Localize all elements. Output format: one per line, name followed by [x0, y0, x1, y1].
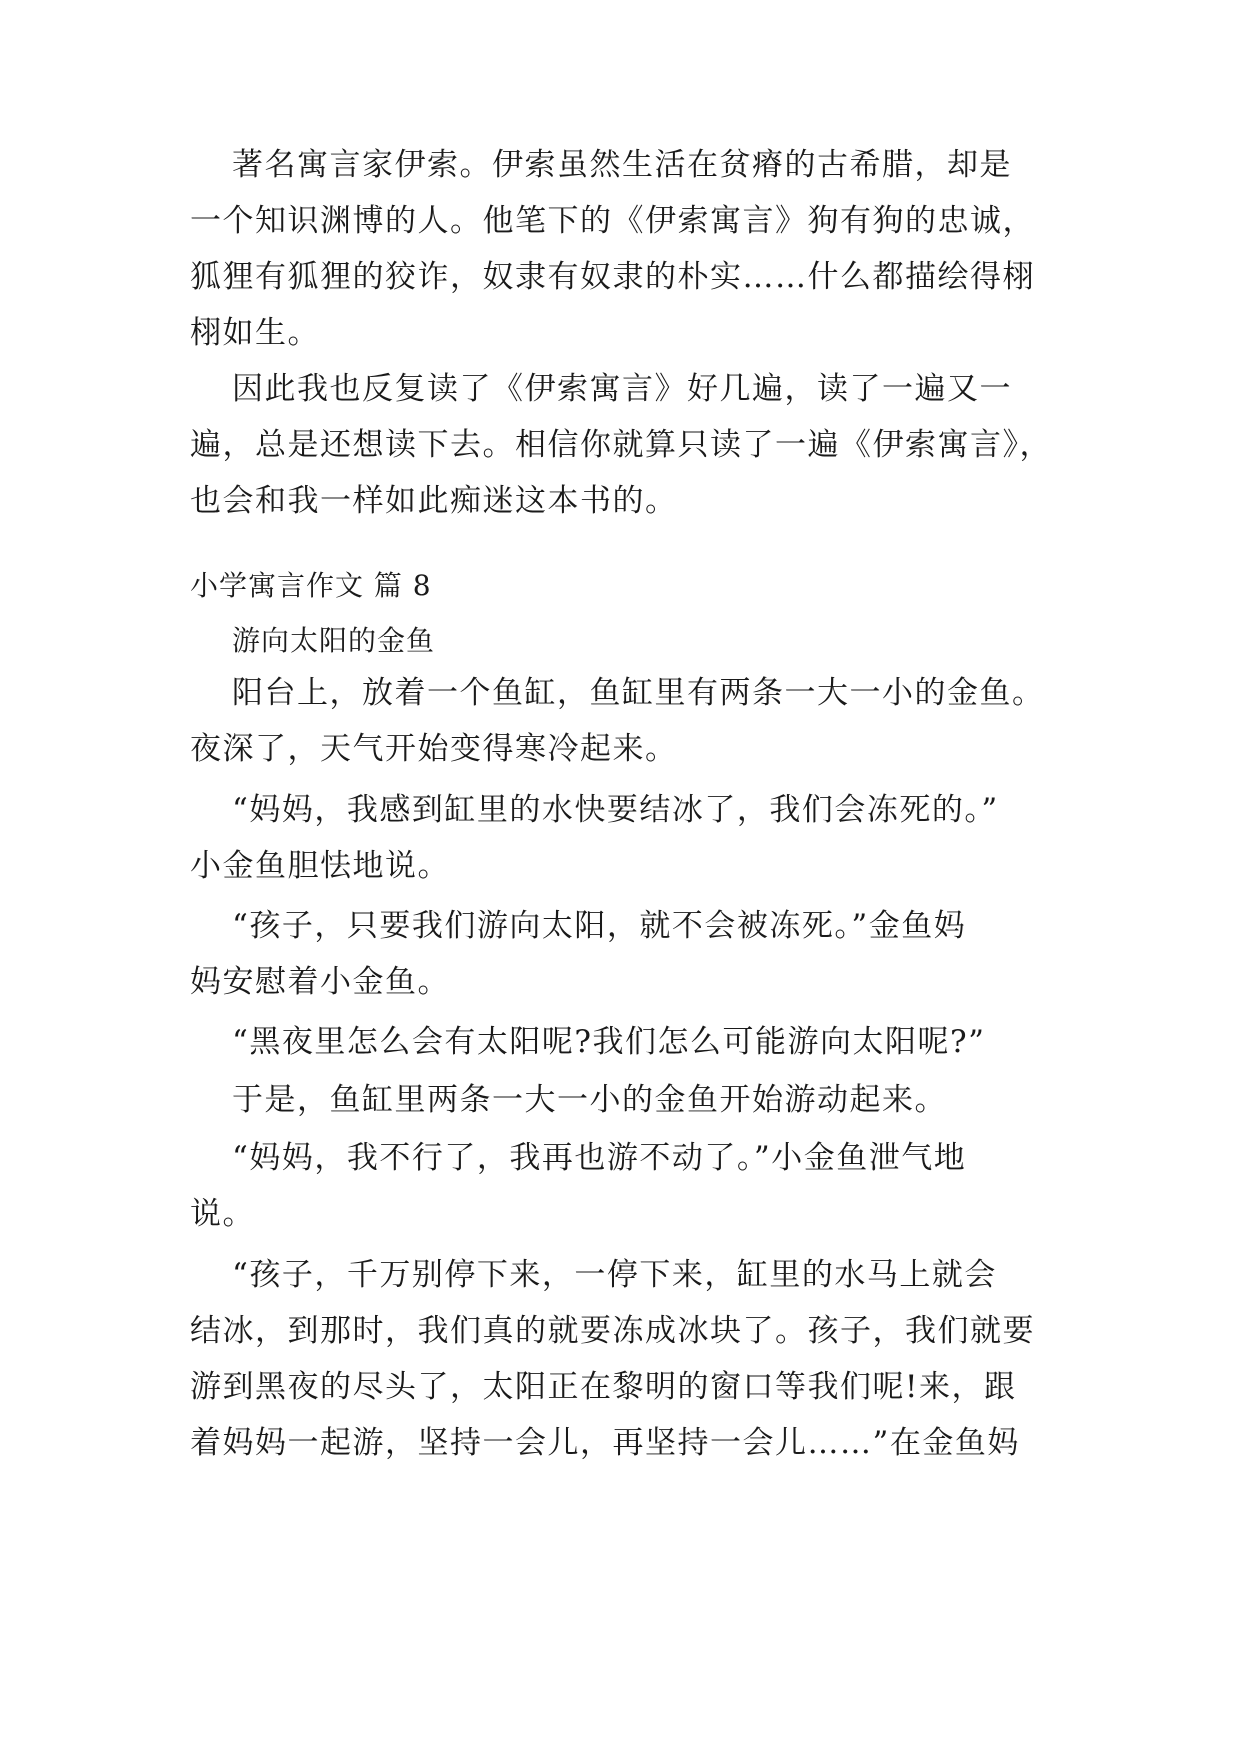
- story-title: 游向太阳的金鱼: [232, 624, 436, 657]
- paragraph-9-line-4: 着妈妈一起游，坚持一会儿，再坚持一会儿……”在金鱼妈: [190, 1425, 1020, 1461]
- paragraph-9-line-2: 结冰，到那时，我们真的就要冻成冰块了。孩子，我们就要: [190, 1313, 1035, 1349]
- paragraph-9-line-3: 游到黑夜的尽头了，太阳正在黎明的窗口等我们呢!来，跟: [190, 1369, 1017, 1405]
- paragraph-2-line-2: 遍，总是还想读下去。相信你就算只读了一遍《伊索寓言》，: [190, 427, 1052, 463]
- paragraph-3-line-1: 阳台上，放着一个鱼缸，鱼缸里有两条一大一小的金鱼。: [232, 675, 1045, 711]
- section-heading: 小学寓言作文 篇 8: [190, 569, 432, 602]
- paragraph-2-line-3: 也会和我一样如此痴迷这本书的。: [190, 483, 678, 519]
- paragraph-4-line-2: 小金鱼胆怯地说。: [190, 848, 450, 884]
- paragraph-7-line-1: 于是，鱼缸里两条一大一小的金鱼开始游动起来。: [232, 1082, 947, 1118]
- paragraph-6-line-1: “黑夜里怎么会有太阳呢?我们怎么可能游向太阳呢?”: [232, 1024, 986, 1060]
- paragraph-8-line-2: 说。: [190, 1196, 255, 1232]
- paragraph-1-line-2: 一个知识渊博的人。他笔下的《伊索寓言》狗有狗的忠诚，: [190, 203, 1035, 239]
- paragraph-1-line-1: 著名寓言家伊索。伊索虽然生活在贫瘠的古希腊，却是: [232, 147, 1012, 183]
- paragraph-3-line-2: 夜深了，天气开始变得寒冷起来。: [190, 731, 678, 767]
- paragraph-1-line-3: 狐狸有狐狸的狡诈，奴隶有奴隶的朴实……什么都描绘得栩: [190, 259, 1035, 295]
- paragraph-8-line-1: “妈妈，我不行了，我再也游不动了。”小金鱼泄气地: [232, 1140, 967, 1176]
- paragraph-5-line-1: “孩子，只要我们游向太阳，就不会被冻死。”金鱼妈: [232, 908, 967, 944]
- paragraph-5-line-2: 妈安慰着小金鱼。: [190, 964, 450, 1000]
- paragraph-9-line-1: “孩子，千万别停下来，一停下来，缸里的水马上就会: [232, 1257, 997, 1293]
- paragraph-4-line-1: “妈妈，我感到缸里的水快要结冰了，我们会冻死的。”: [232, 792, 999, 828]
- paragraph-2-line-1: 因此我也反复读了《伊索寓言》好几遍，读了一遍又一: [232, 371, 1012, 407]
- paragraph-1-line-4: 栩如生。: [190, 315, 320, 351]
